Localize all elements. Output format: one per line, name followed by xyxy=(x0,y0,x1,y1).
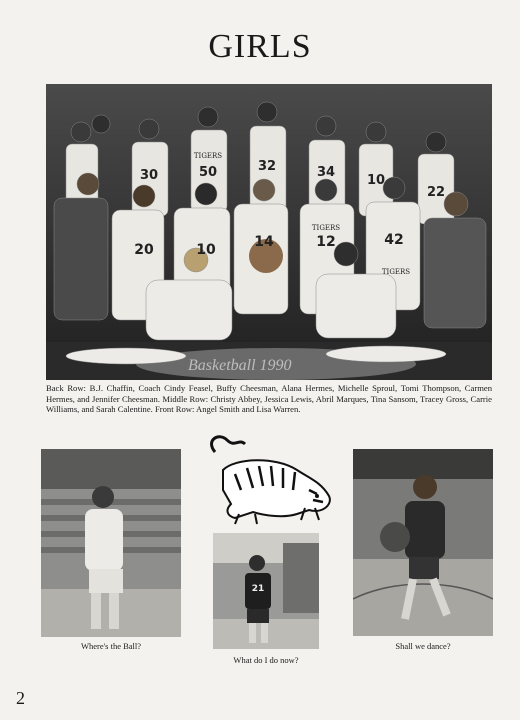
jersey-number-mid-1: 20 xyxy=(134,242,154,258)
jersey-team-name: TIGERS xyxy=(193,152,223,160)
photo-caption-1: Where's the Ball? xyxy=(80,641,142,651)
jersey-number-back-2: 50 xyxy=(198,165,218,180)
candid-photo-3 xyxy=(353,449,493,636)
page-title: GIRLS xyxy=(208,28,312,65)
team-photo-caption: Back Row: B.J. Chaffin, Coach Cindy Feasel, Buffy Cheesman, Alana Hermes, Michelle Sproul, Tomi Thompson, Carmen Hermes, and Jennifer Cheesman. Middle Row: Christy Abbey, Jessica Lewis, Abril Marques, Tina Sansom, Tracey Gross, Carrie Williams, and Sarah Calentine. Front Row: Angel Smith and Lisa Warren. xyxy=(46,383,492,415)
jersey-number-back-3: 32 xyxy=(257,159,277,174)
photo-caption-3: Shall we dance? xyxy=(395,641,451,651)
photo-watermark: Basketball 1990 xyxy=(188,357,292,374)
jersey-team-name: TIGERS xyxy=(381,268,411,276)
jersey-number-back-4: 34 xyxy=(316,165,336,180)
jersey-number-back-5: 10 xyxy=(366,173,386,188)
jersey-number-small: 21 xyxy=(251,584,265,594)
tiger-mascot-drawing xyxy=(205,430,337,526)
team-photo xyxy=(46,84,492,380)
jersey-number-back-6: 22 xyxy=(426,185,446,200)
jersey-number-mid-2: 10 xyxy=(196,242,216,258)
candid-photo-1 xyxy=(41,449,181,637)
jersey-number-back-1: 30 xyxy=(139,168,159,183)
jersey-number-mid-4: 12 xyxy=(316,234,336,250)
page-number: 2 xyxy=(16,688,25,708)
photo-caption-2: What do I do now? xyxy=(233,655,299,665)
jersey-number-mid-5: 42 xyxy=(384,232,404,248)
jersey-number-mid-3: 14 xyxy=(254,234,274,250)
candid-photo-2 xyxy=(213,533,319,649)
jersey-team-name: TIGERS xyxy=(311,224,341,232)
